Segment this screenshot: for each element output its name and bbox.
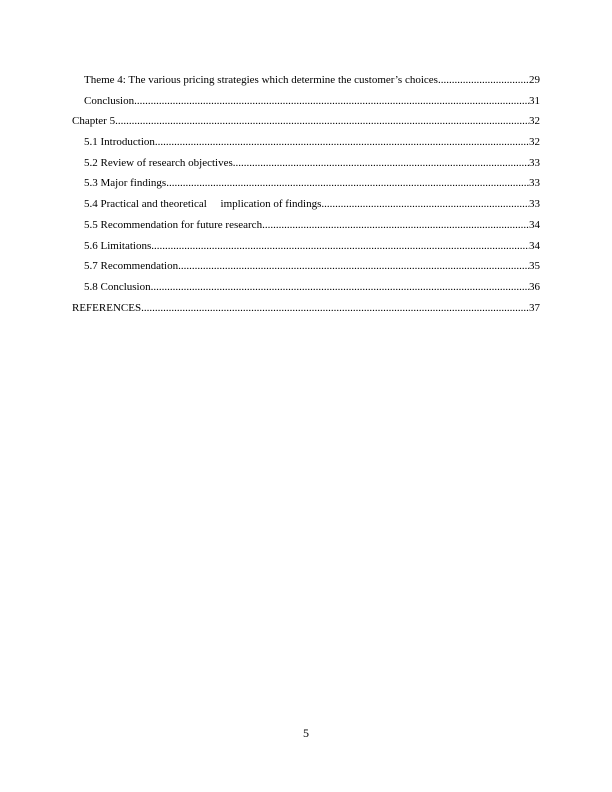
toc-entry-5-8-conclusion[interactable]: [72, 277, 540, 298]
toc-entry-page: 31: [529, 94, 540, 107]
toc-entry-5-2-review-of-research-objectives[interactable]: [72, 153, 540, 174]
toc-entry-title: Chapter 5: [72, 115, 116, 128]
toc-entry-title: 5.5 Recommendation for future research: [84, 218, 263, 231]
toc-entry-chapter-5[interactable]: [72, 111, 540, 132]
toc-entry-references[interactable]: [72, 298, 540, 319]
toc-entry-page: 32: [529, 115, 540, 128]
toc-entry-theme-4[interactable]: [72, 70, 540, 91]
toc-entry-conclusion[interactable]: [72, 91, 540, 112]
toc-entry-title: 5.7 Recommendation: [84, 260, 179, 273]
toc-dot-leader: [233, 153, 529, 174]
table-of-contents: [72, 70, 540, 318]
toc-dot-leader: [262, 215, 529, 236]
toc-dot-leader: [115, 111, 529, 132]
toc-entry-5-3-major-findings[interactable]: [72, 173, 540, 194]
toc-entry-page: 33: [529, 198, 540, 211]
toc-dot-leader: [141, 298, 529, 319]
toc-entry-page: 32: [529, 136, 540, 149]
toc-dot-leader: [134, 91, 529, 112]
toc-entry-5-7-recommendation[interactable]: [72, 256, 540, 277]
toc-entry-page: 36: [529, 280, 540, 293]
toc-dot-leader: [166, 173, 529, 194]
toc-entry-page: 29: [529, 74, 540, 86]
toc-entry-title: 5.4 Practical and theoretical implication of findings: [84, 198, 322, 211]
toc-dot-leader: [438, 70, 529, 91]
toc-entry-5-1-introduction[interactable]: [72, 132, 540, 153]
toc-entry-5-5-recommendation-for-future-research[interactable]: [72, 215, 540, 236]
toc-entry-page: 35: [529, 260, 540, 273]
toc-dot-leader: [151, 236, 529, 257]
toc-dot-leader: [155, 132, 529, 153]
toc-dot-leader: [178, 256, 529, 277]
toc-entry-title: Theme 4: The various pricing strategies which determine the customer’s choices: [84, 74, 438, 86]
toc-entry-page: 34: [529, 218, 540, 231]
toc-entry-title: Conclusion: [84, 94, 135, 107]
toc-entry-page: 37: [529, 301, 540, 314]
toc-entry-title: REFERENCES: [72, 301, 142, 314]
toc-entry-title: 5.2 Review of research objectives: [84, 156, 233, 169]
toc-entry-title: 5.6 Limitations: [84, 239, 152, 252]
toc-entry-5-4-practical-and-theoretical-implication[interactable]: [72, 194, 540, 215]
toc-entry-page: 34: [529, 239, 540, 252]
toc-entry-page: 33: [529, 156, 540, 169]
toc-entry-page: 33: [529, 177, 540, 190]
toc-entry-title: 5.3 Major findings: [84, 177, 167, 190]
toc-dot-leader: [321, 194, 529, 215]
toc-entry-title: 5.1 Introduction: [84, 136, 155, 149]
toc-entry-title: 5.8 Conclusion: [84, 280, 151, 293]
toc-entry-5-6-limitations[interactable]: [72, 236, 540, 257]
toc-dot-leader: [151, 277, 529, 298]
page-number: 5: [303, 726, 309, 740]
